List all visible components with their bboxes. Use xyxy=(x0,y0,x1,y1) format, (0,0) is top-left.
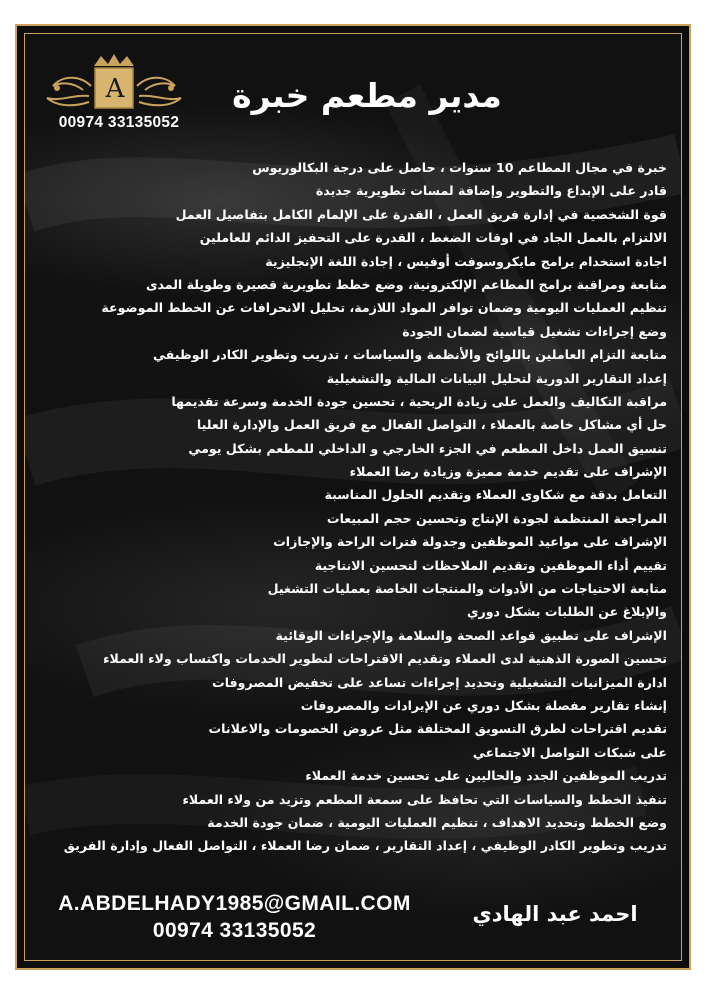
experience-list xyxy=(57,156,667,858)
experience-line: الإشراف على مواعيد الموظفين وجدولة فترات الراحة والإجازات xyxy=(273,534,667,550)
experience-line: وضع إجراءات تشغيل قياسية لضمان الجودة xyxy=(402,323,667,339)
experience-line: الإشراف على تطبيق قواعد الصحة والسلامة والإجراءات الوقائية xyxy=(275,627,667,643)
experience-line: خبرة في مجال المطاعم 10 سنوات ، حاصل على درجة البكالوريوس xyxy=(252,160,667,175)
experience-line: والإبلاغ عن الطلبات بشكل دوري xyxy=(466,604,667,620)
experience-line: قادر على الإبداع والتطوير وإضافة لمسات تطويرية جديدة xyxy=(315,183,667,199)
experience-line: إنشاء تقارير مفصلة بشكل دوري عن الإيرادات والمصروفات xyxy=(300,697,667,713)
experience-line: وضع الخطط وتحديد الاهداف ، تنظيم العمليات اليومية ، ضمان جودة الخدمة xyxy=(207,814,667,830)
experience-line: متابعة ومراقبة برامج المطاعم الإلكترونية، وضع خطط تطويرية قصيرة وطويلة المدى xyxy=(145,276,667,292)
experience-line: تحسين الصورة الذهنية لدى العملاء وتقديم الاقتراحات لتطوير الخدمات واكتساب ولاء العملاء xyxy=(103,651,667,667)
experience-line: إعداد التقارير الدورية لتحليل البيانات المالية والتشغيلية xyxy=(326,370,667,386)
experience-line: تقييم أداء الموظفين وتقديم الملاحظات لتحسين الانتاجية xyxy=(314,557,667,573)
experience-line: متابعة التزام العاملين باللوائح والأنظمة والسياسات ، تدريب وتطوير الكادر الوظيفي xyxy=(152,347,667,363)
experience-line: ادارة الميزانيات التشغيلية وتحديد إجراءات تساعد على تخفيض المصروفات xyxy=(212,674,667,690)
contact-email[interactable]: A.ABDELHADY1985@GMAIL.COM xyxy=(58,892,411,915)
experience-line: تنظيم العمليات اليومية وضمان توافر المواد اللازمة، تحليل الانحرافات عن الخطط الموضوعة xyxy=(101,300,667,316)
experience-line: مراقبة التكاليف والعمل على زيادة الربحية ، تحسين جودة الخدمة وسرعة تقديمها xyxy=(171,393,667,409)
contact-phone[interactable]: 00974 33135052 xyxy=(152,919,317,942)
experience-line: تنسيق العمل داخل المطعم في الجزء الخارجي و الداخلي للمطعم بشكل يومي xyxy=(188,440,667,456)
experience-line: قوة الشخصية في إدارة فريق العمل ، القدرة على الإلمام الكامل بتفاصيل العمل xyxy=(175,206,667,222)
resume-frame xyxy=(15,24,691,970)
page-title: مدير مطعم خبرة xyxy=(232,76,502,115)
experience-line: تدريب الموظفين الجدد والحاليين على تحسين خدمة العملاء xyxy=(305,768,667,784)
experience-line: التعامل بدقة مع شكاوى العملاء وتقديم الحلول المناسبة xyxy=(324,487,667,503)
experience-line: تنفيذ الخطط والسياسات التي تحافظ على سمعة المطعم وتزيد من ولاء العملاء xyxy=(182,791,667,807)
experience-line: حل أي مشاكل خاصة بالعملاء ، التواصل الفعال مع فريق العمل والإدارة العليا xyxy=(196,417,667,433)
experience-line: الإشراف على تقديم خدمة مميزة وزيادة رضا العملاء xyxy=(349,464,667,480)
experience-line: الالتزام بالعمل الجاد في اوقات الضغط ، القدرة على التحفيز الدائم للعاملين xyxy=(199,230,667,246)
logo-letter: A xyxy=(105,74,125,104)
header-phone: 00974 33135052 xyxy=(58,114,180,131)
experience-line: متابعة الاحتياجات من الأدوات والمنتجات الخاصة بعمليات التشغيل xyxy=(267,581,667,597)
experience-line: على شبكات التواصل الاجتماعي xyxy=(472,744,667,760)
experience-line: المراجعة المنتظمة لجودة الإنتاج وتحسين حجم المبيعات xyxy=(326,510,667,526)
experience-line: تدريب وتطوير الكادر الوظيفي ، إعداد التقارير ، ضمان رضا العملاء ، التواصل الفعال وإدارة الفريق xyxy=(63,838,667,854)
experience-line: اجادة استخدام برامج مايكروسوفت أوفيس ، إجادة اللغة الإنجليزية xyxy=(265,253,667,269)
ornamental-crest-icon xyxy=(39,46,189,118)
candidate-name: احمد عبد الهادي xyxy=(472,902,638,926)
experience-line: تقديم اقتراحات لطرق التسويق المختلفة مثل عروض الخصومات والاعلانات xyxy=(208,721,667,737)
